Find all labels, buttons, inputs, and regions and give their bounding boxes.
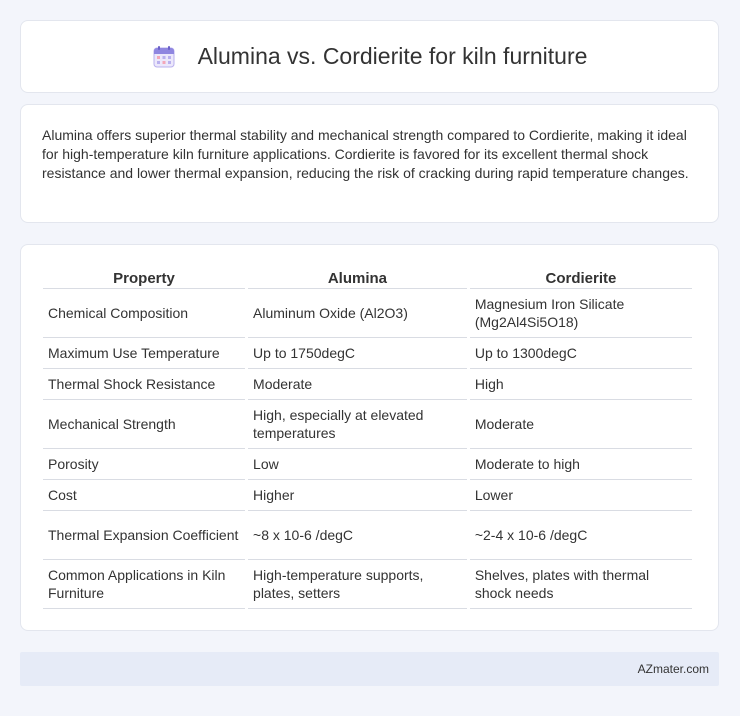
summary-card <box>20 104 719 223</box>
comparison-card <box>20 244 719 631</box>
table-header-row <box>43 265 692 289</box>
title-card <box>20 20 719 93</box>
property-cell: Cost <box>43 480 245 511</box>
property-cell: Porosity <box>43 449 245 480</box>
alumina-cell: Moderate <box>248 369 467 400</box>
title-row <box>152 43 588 70</box>
cordierite-cell: ~2-4 x 10-6 /degC <box>470 511 692 560</box>
cordierite-cell: Lower <box>470 480 692 511</box>
alumina-cell: Higher <box>248 480 467 511</box>
table-row <box>43 400 692 449</box>
property-cell: Thermal Expansion Coefficient <box>43 511 245 560</box>
cordierite-cell: High <box>470 369 692 400</box>
header-property: Property <box>43 265 245 289</box>
table-row <box>43 511 692 560</box>
comparison-table <box>40 265 695 609</box>
cordierite-cell: Magnesium Iron Silicate (Mg2Al4Si5O18) <box>470 289 692 338</box>
alumina-cell: High, especially at elevated temperatures <box>248 400 467 449</box>
property-cell: Thermal Shock Resistance <box>43 369 245 400</box>
cordierite-cell: Moderate to high <box>470 449 692 480</box>
cordierite-cell: Moderate <box>470 400 692 449</box>
footer-brand-link[interactable]: AZmater.com <box>637 662 709 676</box>
table-row <box>43 369 692 400</box>
page-title: Alumina vs. Cordierite for kiln furniture <box>197 43 588 69</box>
cordierite-cell: Shelves, plates with thermal shock needs <box>470 560 692 609</box>
alumina-cell: High-temperature supports, plates, setters <box>248 560 467 609</box>
cordierite-cell: Up to 1300degC <box>470 338 692 369</box>
property-cell: Chemical Composition <box>43 289 245 338</box>
table-row <box>43 449 692 480</box>
alumina-cell: ~8 x 10-6 /degC <box>248 511 467 560</box>
header-alumina: Alumina <box>248 265 467 289</box>
alumina-cell: Up to 1750degC <box>248 338 467 369</box>
property-cell: Common Applications in Kiln Furniture <box>43 560 245 609</box>
table-row <box>43 480 692 511</box>
table-row <box>43 338 692 369</box>
table-row <box>43 560 692 609</box>
calendar-icon <box>152 45 176 69</box>
footer-bar <box>20 652 719 686</box>
header-cordierite: Cordierite <box>470 265 692 289</box>
summary-text: Alumina offers superior thermal stability and mechanical strength compared to Cordierite, making it ideal for high-temperature kiln furniture applications. Cordierite is favored for its excellent thermal shock resistance and lower thermal expansion, reducing the risk of cracking during rapid temperature changes. <box>42 127 689 181</box>
property-cell: Mechanical Strength <box>43 400 245 449</box>
alumina-cell: Low <box>248 449 467 480</box>
alumina-cell: Aluminum Oxide (Al2O3) <box>248 289 467 338</box>
table-row <box>43 289 692 338</box>
property-cell: Maximum Use Temperature <box>43 338 245 369</box>
